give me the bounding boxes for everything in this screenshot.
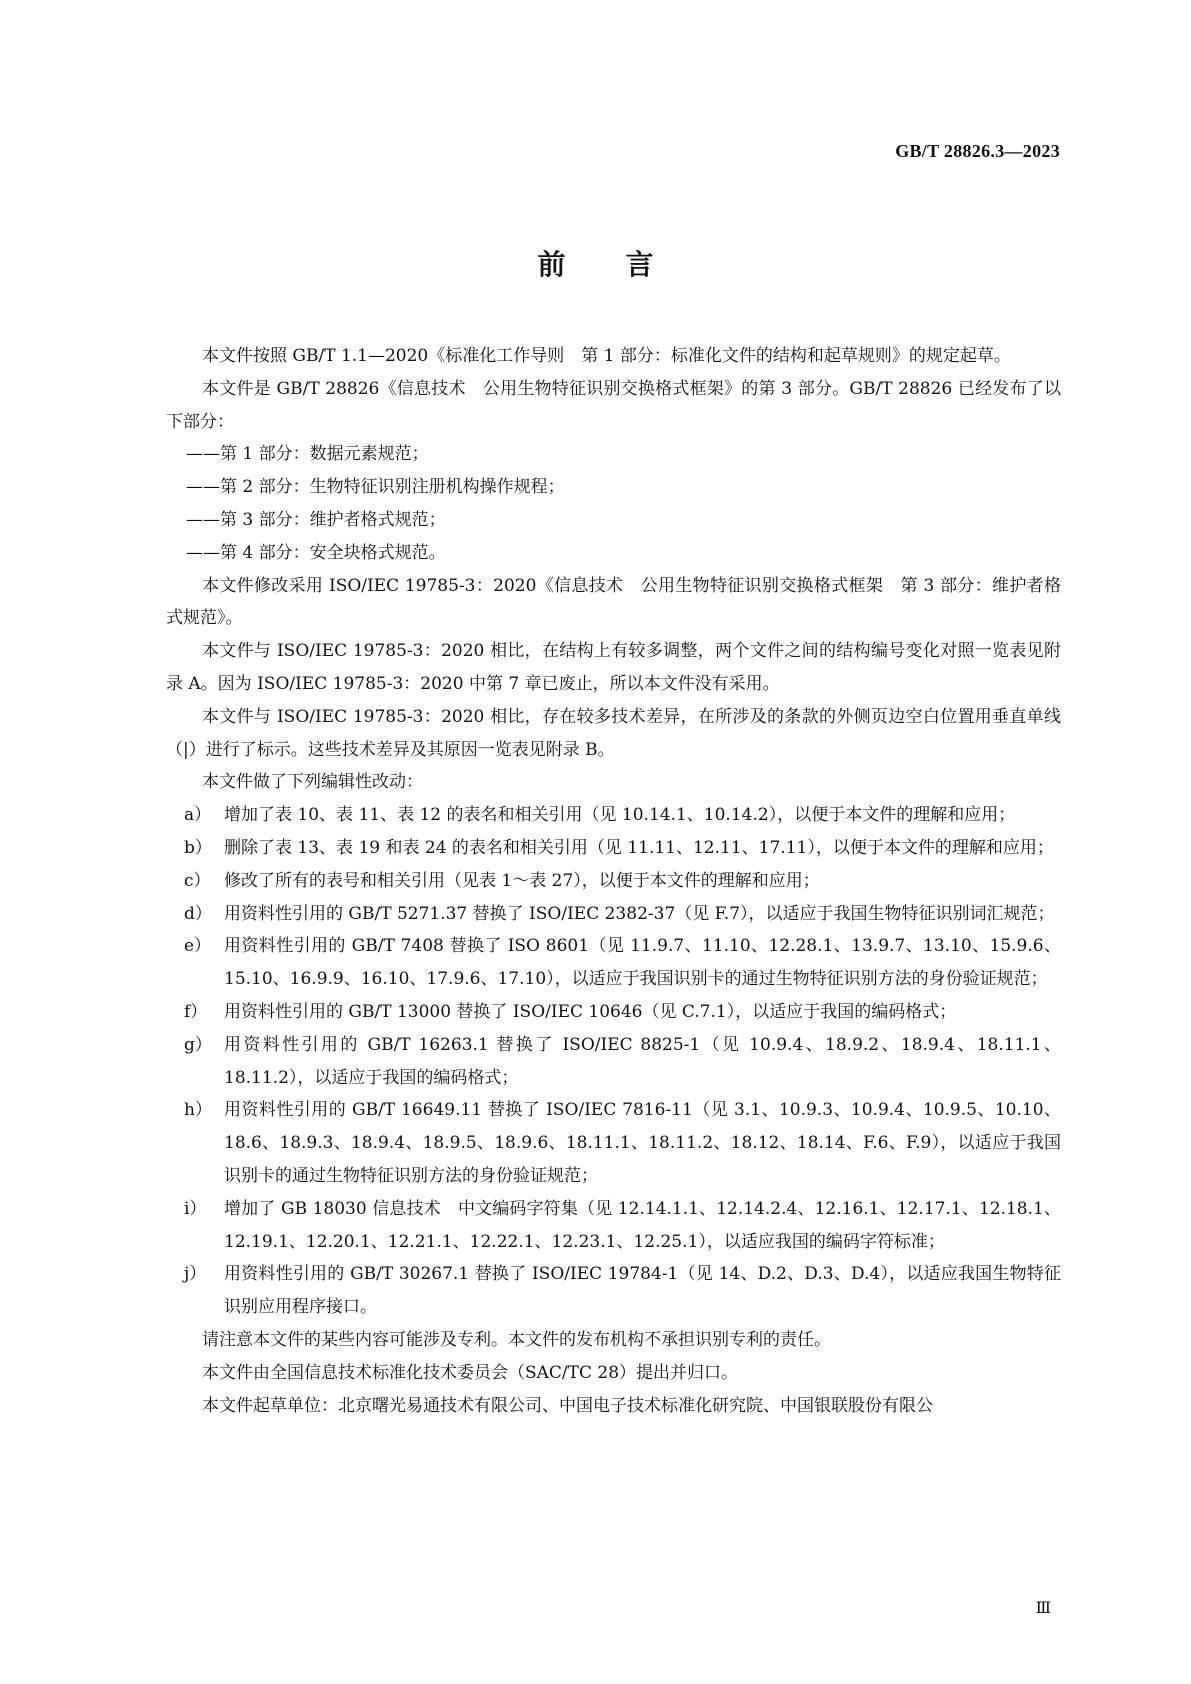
item-marker: a） [184,805,212,826]
body-text [166,340,1061,1422]
item-marker: g） [184,1034,212,1055]
change-item [166,799,1061,832]
change-item [166,1258,1061,1324]
list-item: ——第 3 部分：维护者格式规范； [186,509,446,530]
change-item [166,1029,1061,1095]
paragraph: 本文件做了下列编辑性改动： [202,772,423,793]
paragraph: 本文件与 ISO/IEC 19785-3：2020 相比，在结构上有较多调整，两个文件之间的结构编号变化对照一览表见附录 A。因为 ISO/IEC 19785-3：2020 中第 7 章已废止，所以本文件没有采用。 [166,641,1061,694]
item-marker: f） [184,1001,208,1022]
paragraph: 本文件按照 GB/T 1.1—2020《标准化工作导则 第 1 部分：标准化文件的结构和起草规则》的规定起草。 [202,346,1011,366]
item-text: 用资料性引用的 GB/T 30267.1 替换了 ISO/IEC 19784-1（见 14、D.2、D.3、D.4），以适应我国生物特征识别应用程序接口。 [224,1264,1061,1318]
item-text: 用资料性引用的 GB/T 16649.11 替换了 ISO/IEC 7816-11（见 3.1、10.9.3、10.9.4、10.9.5、10.10、18.6、18.9.3、18.9.4、18.9.5、18.9.6、18.11.1、18.11.2、18.12、18.14、F.6、F.9），以适应于我国识别卡的通过生物特征识别方法的身份验证规范； [224,1100,1061,1186]
item-text: 用资料性引用的 GB/T 13000 替换了 ISO/IEC 10646（见 C.7.1），以适应于我国的编码格式； [224,1001,957,1022]
paragraph: 本文件修改采用 ISO/IEC 19785-3：2020《信息技术 公用生物特征识别交换格式框架 第 3 部分：维护者格式规范》。 [166,575,1061,629]
item-text: 修改了所有的表号和相关引用（见表 1～表 27），以便于本文件的理解和应用； [224,870,820,891]
change-item [166,1094,1061,1192]
change-item [166,832,1061,865]
page-number: Ⅲ [1035,1600,1051,1617]
item-text: 增加了表 10、表 11、表 12 的表名和相关引用（见 10.14.1、10.14.2），以便于本文件的理解和应用； [224,805,1016,826]
item-text: 删除了表 13、表 19 和表 24 的表名和相关引用（见 11.11、12.11、17.11），以便于本文件的理解和应用； [224,837,1054,858]
paragraph: 请注意本文件的某些内容可能涉及专利。本文件的发布机构不承担识别专利的责任。 [202,1329,831,1350]
item-text: 用资料性引用的 GB/T 16263.1 替换了 ISO/IEC 8825-1（见 10.9.4、18.9.2、18.9.4、18.11.1、18.11.2），以适应于我国的编码格式； [224,1034,1061,1088]
item-marker: h） [184,1100,212,1121]
list-item: ——第 4 部分：安全块格式规范。 [186,542,446,563]
item-text: 增加了 GB 18030 信息技术 中文编码字符集（见 12.14.1.1、12.14.2.4、12.16.1、12.17.1、12.18.1、12.19.1、12.20.1、12.21.1、12.22.1、12.23.1、12.25.1），以适应我国的编码字符标准； [224,1198,1061,1252]
paragraph: 本文件由全国信息技术标准化技术委员会（SAC/TC 28）提出并归口。 [202,1362,739,1383]
item-marker: e） [184,936,212,957]
list-item: ——第 1 部分：数据元素规范； [186,444,429,465]
change-item [166,898,1061,931]
paragraph: 本文件是 GB/T 28826《信息技术 公用生物特征识别交换格式框架》的第 3 部分。GB/T 28826 已经发布了以下部分： [166,378,1061,432]
item-text: 用资料性引用的 GB/T 5271.37 替换了 ISO/IEC 2382-37（见 F.7），以适应于我国生物特征识别词汇规范； [224,903,1055,924]
change-item [166,930,1061,996]
paragraph: 本文件与 ISO/IEC 19785-3：2020 相比，存在较多技术差异，在所涉及的条款的外侧页边空白位置用垂直单线（|）进行了标示。这些技术差异及其原因一览表见附录 B。 [166,706,1061,760]
item-marker: c） [184,870,211,891]
standard-code: GB/T 28826.3—2023 [895,141,1060,161]
change-item [166,996,1061,1029]
item-marker: i） [184,1198,207,1219]
list-item: ——第 2 部分：生物特征识别注册机构操作规程； [186,477,565,498]
change-item [166,1193,1061,1259]
paragraph: 本文件起草单位：北京曙光易通技术有限公司、中国电子技术标准化研究院、中国银联股份有限公 [202,1395,933,1416]
item-text: 用资料性引用的 GB/T 7408 替换了 ISO 8601（见 11.9.7、11.10、12.28.1、13.9.7、13.10、15.9.6、15.10、16.9.9、16.10、17.9.6、17.10），以适应于我国识别卡的通过生物特征识别方法的身份验证规范； [224,936,1061,990]
item-marker: j） [184,1264,207,1285]
item-marker: b） [184,837,212,858]
item-marker: d） [184,903,212,924]
change-item [166,865,1061,898]
page-title: 前言 [537,248,714,281]
